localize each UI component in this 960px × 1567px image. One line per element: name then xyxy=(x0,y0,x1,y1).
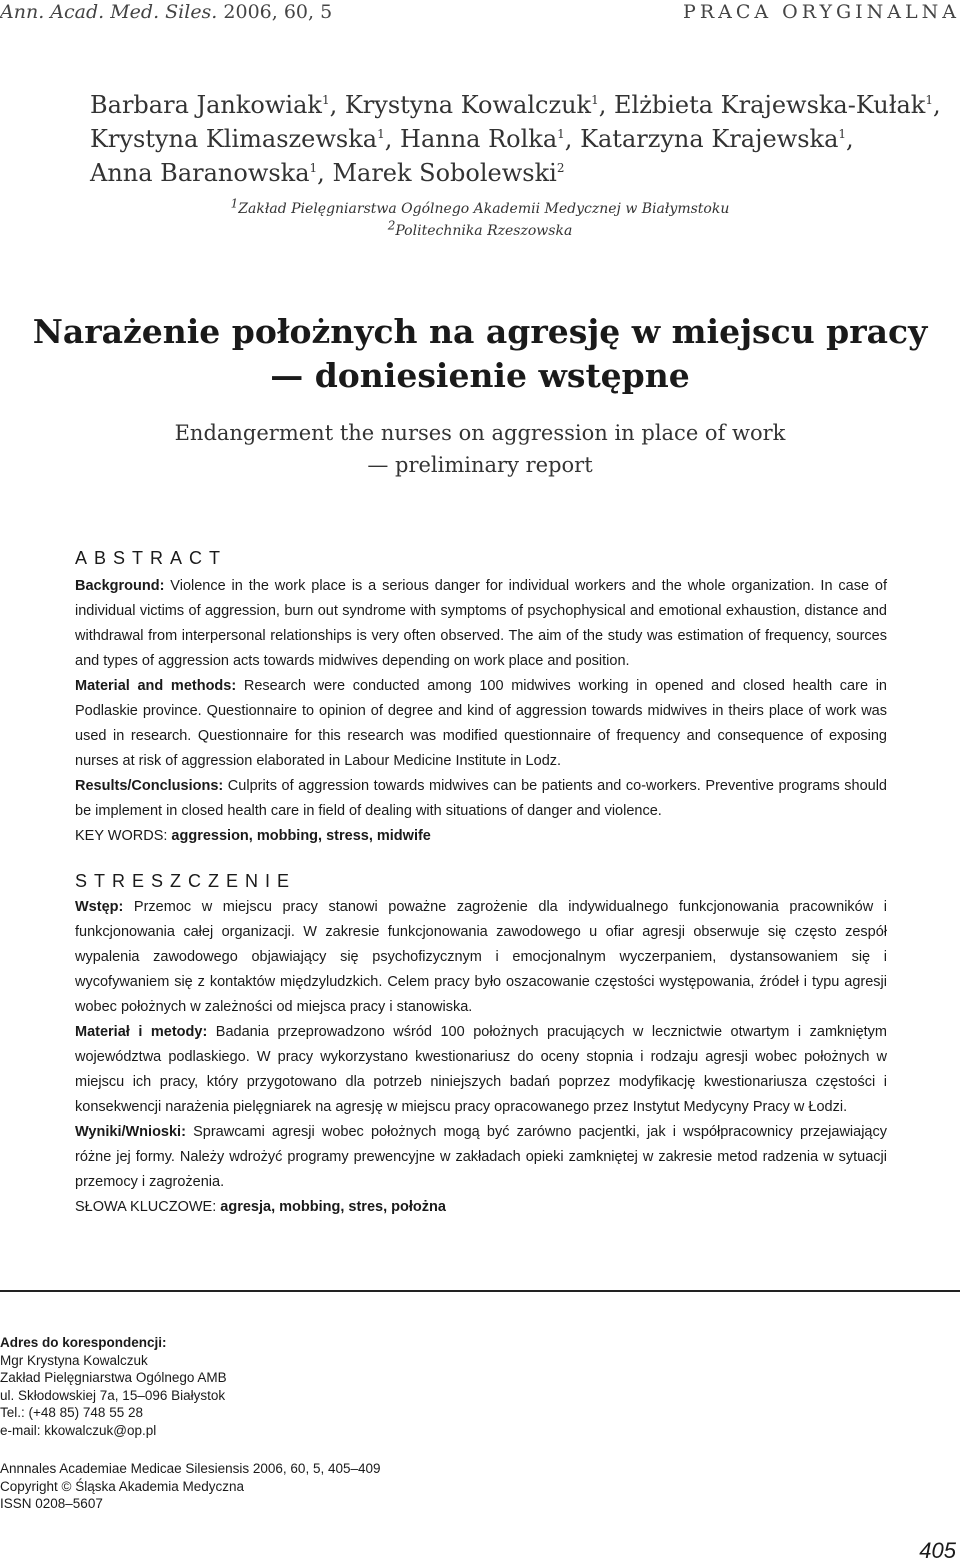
correspondence-line: Zakład Pielęgniarstwa Ogólnego AMB xyxy=(0,1370,227,1385)
author-name: Krystyna Klimaszewska xyxy=(90,125,378,153)
streszczenie-body xyxy=(75,895,887,1220)
streszczenie-wstep: Wstęp: Przemoc w miejscu pracy stanowi poważne zagrożenie dla indywidualnego funkcjonowania pracowników i funkcjonowania całej organizacji. W zakresie funkcjonowania zawodowego u ofiar agresji obserwuje się często zespół wypalenia zawodowego objawiający się psychofizycznym i emocjonalnym wyczerpaniem, dystansowaniem się i wycofywaniem się z kontaktów międzyludzkich. Celem pracy było oszacowanie częstości występowania, źródeł i typu agresji wobec położnych w zależności od miejsca pracy i stanowiska. xyxy=(75,899,887,1015)
streszczenie-heading: STRESZCZENIE xyxy=(75,871,297,891)
author-name: Hanna Rolka xyxy=(400,125,558,153)
footer-divider xyxy=(0,1290,960,1292)
journal-info xyxy=(0,1460,560,1513)
affiliation-2: $^2$Politechnika Rzeszowska xyxy=(387,218,573,239)
author-name: Barbara Jankowiak xyxy=(90,91,322,119)
correspondence-line: Mgr Krystyna Kowalczuk xyxy=(0,1352,148,1368)
author-affiliation-mark: 1 xyxy=(309,161,318,175)
author-name: Elżbieta Krajewska-Kułak xyxy=(614,91,926,119)
article-type: PRACA ORYGINALNA xyxy=(683,1,960,23)
author-name: Katarzyna Krajewska xyxy=(580,125,839,153)
streszczenie-metody: Materiał i metody: Badania przeprowadzono wśród 100 położnych pracujących w lecznictwie otwartym i zamkniętym województwa podlaskiego. W pracy wykorzystano kwestionariusz do oceny stopnia i rodzaju agresji wobec położnych w miejscu ich pracy, który przygotowano dla potrzeb niniejszych badań poprzez modyfikację kwestionariusza częstości i konsekwencji narażenia pielęgniarek na agresję w miejscu pracy opracowanego przez Instytut Medycyny Pracy w Łodzi. xyxy=(75,1024,888,1115)
copyright: Copyright © Śląska Akademia Medyczna xyxy=(0,1478,245,1494)
author-line-2: Krystyna Klimaszewska$^1$, Hanna Rolka$^1$, Katarzyna Krajewska$^1$, xyxy=(90,125,854,153)
journal-citation: Ann. Acad. Med. Siles. 2006, 60, 5 xyxy=(0,1,333,23)
author-affiliation-mark: 2 xyxy=(556,161,565,175)
correspondence-email: e-mail: kkowalczuk@op.pl xyxy=(0,1422,157,1438)
affiliation-1: $^1$Zakład Pielęgniarstwa Ogólnego Akademii Medycznej w Białymstoku xyxy=(230,196,730,217)
abstract-methods: Material and methods: Research were conducted among 100 midwives working in opened and closed health care in Podlaskie province. Questionnaire to opinion of degree and kind of aggression towards midwives in theirs place of work was used in research. Questionnaire for this research was modified questionnaire of frequency and consequence of exposing nurses at risk of aggression elaborated in Labour Medicine Institute in Lodz. xyxy=(75,678,887,769)
author-name: Krystyna Kowalczuk xyxy=(344,91,592,119)
streszczenie-keywords: SŁOWA KLUCZOWE: agresja, mobbing, stres, położna xyxy=(75,1199,446,1215)
author-line-3: Anna Baranowska$^1$, Marek Sobolewski$^2$ xyxy=(90,159,565,187)
running-header xyxy=(0,0,960,28)
correspondence-address xyxy=(0,1334,500,1439)
author-name: Marek Sobolewski xyxy=(332,159,557,187)
abstract-body xyxy=(75,574,887,849)
author-affiliation-mark: 1 xyxy=(591,93,599,107)
correspondence-phone: Tel.: (+48 85) 748 55 28 xyxy=(0,1405,143,1420)
author-line-1: Barbara Jankowiak$^1$, Krystyna Kowalczuk$^1$, Elżbieta Krajewska-Kułak$^1$, xyxy=(90,91,941,119)
author-list xyxy=(90,88,941,190)
author-affiliation-mark: 1 xyxy=(925,93,933,107)
author-affiliation-mark: 1 xyxy=(557,127,565,141)
correspondence-line: ul. Skłodowskiej 7a, 15–096 Białystok xyxy=(0,1387,226,1403)
abstract-results: Results/Conclusions: Culprits of aggression towards midwives can be patients and co-workers. Preventive programs should be implement in closed health care in field of dealing with situations of danger and violence. xyxy=(75,778,887,819)
author-affiliation-mark: 1 xyxy=(838,127,847,141)
author-affiliation-mark: 1 xyxy=(377,127,385,141)
journal-citation-full: Annnales Academiae Medicae Silesiensis 2006, 60, 5, 405–409 xyxy=(0,1461,381,1476)
author-name: Anna Baranowska xyxy=(90,159,310,187)
issn: ISSN 0208–5607 xyxy=(0,1496,103,1511)
article-title-english: Endangerment the nurses on aggression in place of work — preliminary report xyxy=(174,421,786,477)
correspondence-label: Adres do korespondencji: xyxy=(0,1335,167,1350)
article-title-polish: Narażenie położnych na agresję w miejscu pracy — doniesienie wstępne xyxy=(32,312,928,395)
abstract-background: Background: Violence in the work place is a serious danger for individual workers and the whole organization. In case of individual victims of aggression, burn out syndrome with symptoms of psychophysical and emotional exhaustion, distance and withdrawal from interpersonal relationships is very often observed. The aim of the study was estimation of frequency, sources and types of aggression acts towards midwives depending on work place and position. xyxy=(75,578,887,669)
abstract-heading: ABSTRACT xyxy=(75,548,228,568)
author-affiliation-mark: 1 xyxy=(321,93,330,107)
page-number: 405 xyxy=(919,1538,956,1563)
streszczenie-wyniki: Wyniki/Wnioski: Sprawcami agresji wobec położnych mogą być zarówno pacjentki, jak i współpracownicy przejawiający różne jej formy. Należy wdrożyć programy prewencyjne w zakładach opieki zamkniętej w zakresie metod radzenia w sytuacji przemocy i zagrożenia. xyxy=(75,1124,887,1190)
abstract-keywords: KEY WORDS: aggression, mobbing, stress, midwife xyxy=(75,828,431,844)
affiliations xyxy=(0,198,960,242)
